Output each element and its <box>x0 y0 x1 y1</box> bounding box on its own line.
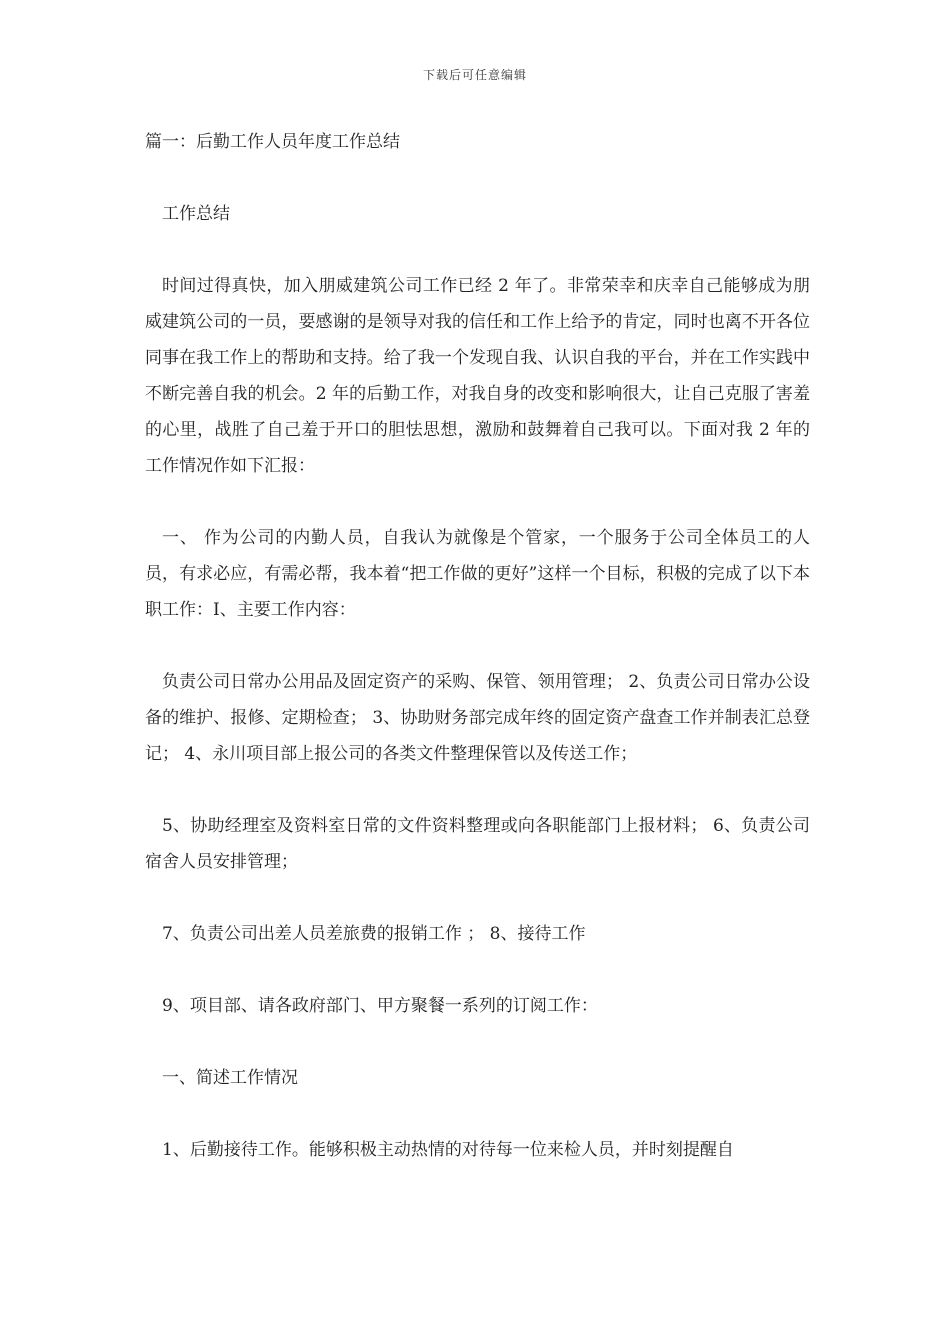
paragraph-duties-3: 7、负责公司出差人员差旅费的报销工作 ； 8、接待工作 <box>162 924 586 944</box>
paragraph-intro: 时间过得真快，加入朋威建筑公司工作已经 2 年了。非常荣幸和庆幸自己能够成为朋威建筑公司的一员，要感谢的是领导对我的信任和工作上给予的肯定，同时也离不开各位同事在我工作上的帮助和支持。给了我一个发现自我、认识自我的平台，并在工作实践中不断完善自我的机会。2 年的后勤工作，对我自身的改变和影响很大，让自己克服了害羞的心里，战胜了自己羞于开口的胆怯思想，激励和鼓舞着自己我可以。下面对我 2 年的工作情况作如下汇报： <box>145 276 810 476</box>
document-body <box>145 124 810 1204</box>
paragraph-duties-2: 5、协助经理室及资料室日常的文件资料整理或向各职能部门上报材料； 6、负责公司宿舍人员安排管理； <box>145 816 810 872</box>
section-heading: 一、简述工作情况 <box>162 1068 298 1088</box>
paragraph-duties-4: 9、项目部、请各政府部门、甲方聚餐一系列的订阅工作： <box>162 996 598 1016</box>
document-subtitle: 工作总结 <box>162 204 230 224</box>
document-title: 篇一：后勤工作人员年度工作总结 <box>145 132 400 152</box>
paragraph-duties-1: 负责公司日常办公用品及固定资产的采购、保管、领用管理； 2、负责公司日常办公设备的维护、报修、定期检查； 3、协助财务部完成年终的固定资产盘查工作并制表汇总登记； 4、永川项目部上报公司的各类文件整理保管以及传送工作； <box>145 672 810 764</box>
page-header: 下载后可任意编辑 <box>422 68 527 82</box>
paragraph-reception: 1、后勤接待工作。能够积极主动热情的对待每一位来检人员，并时刻提醒自 <box>162 1140 734 1160</box>
paragraph-role: 一、 作为公司的内勤人员，自我认为就像是个管家，一个服务于公司全体员工的人员，有求必应，有需必帮，我本着“把工作做的更好”这样一个目标，积极的完成了以下本职工作：I、主要工作内容： <box>145 528 810 620</box>
